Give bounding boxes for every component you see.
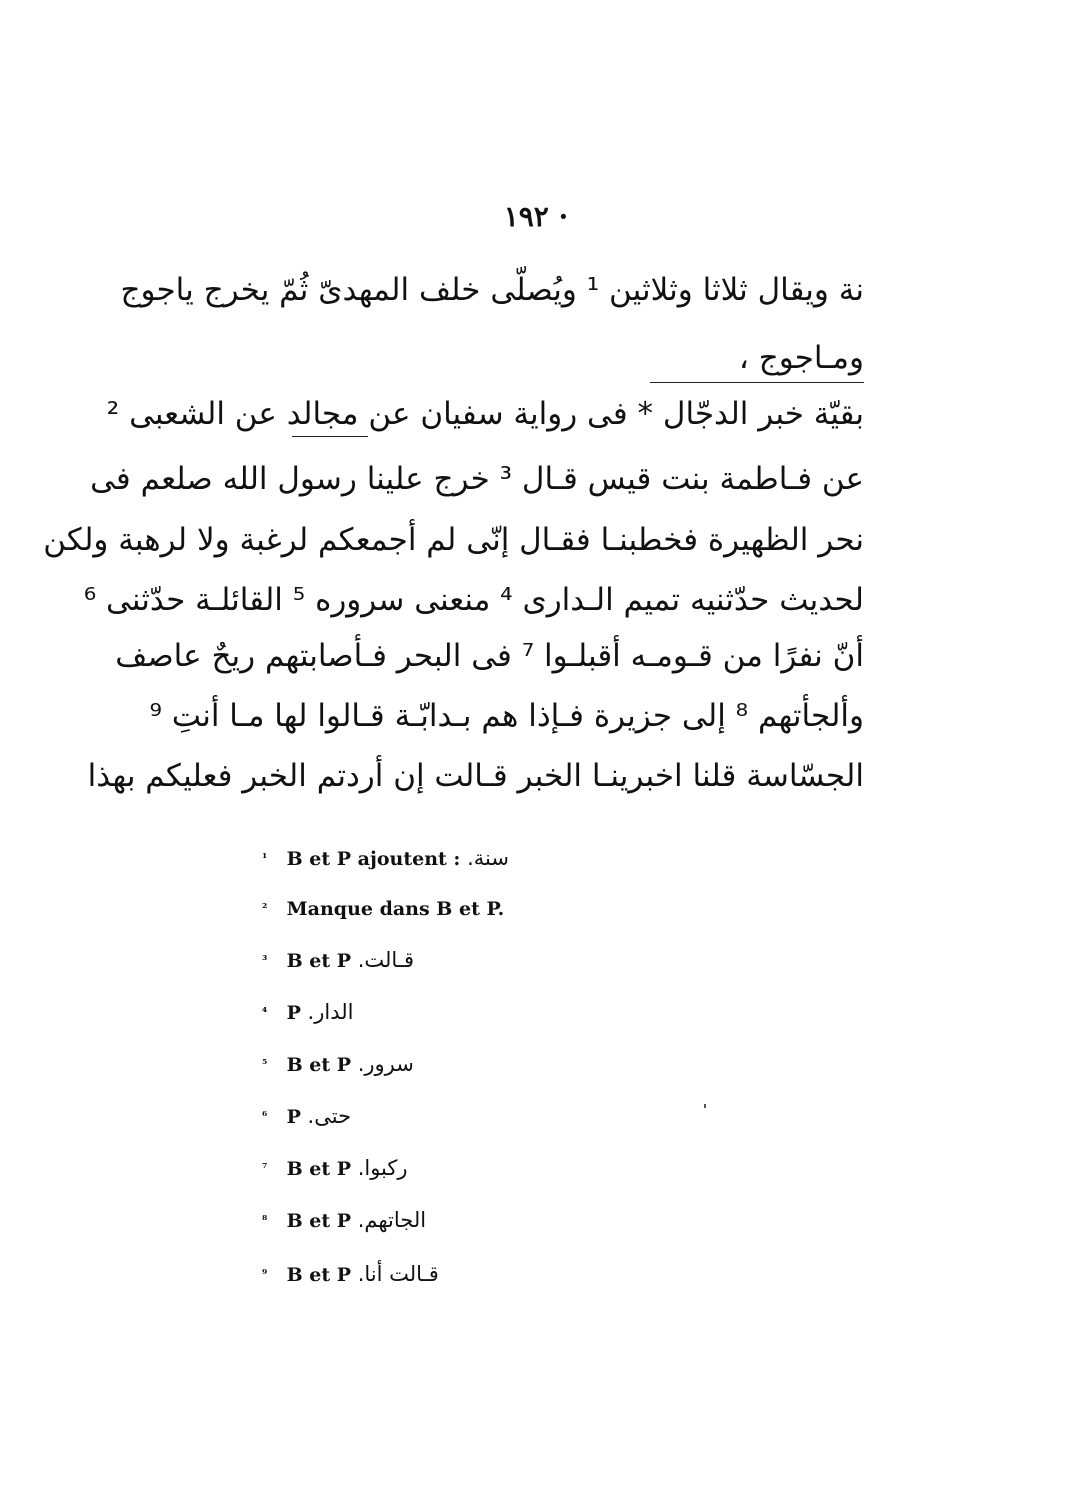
footnote-4 — [262, 1000, 353, 1024]
footnote-text: B et P — [286, 1054, 352, 1076]
footnote-text: P — [286, 1106, 301, 1128]
footnote-arabic: قـالت. — [357, 948, 414, 972]
footnote-mark: ² — [262, 901, 268, 915]
text-line-3: بقيّة خبر الدجّال * فى رواية سفيان عن مجالد عن الشعبى ² — [106, 396, 864, 432]
footnote-arabic: الدار. — [307, 1000, 354, 1024]
footnote-mark: ⁸ — [262, 1213, 268, 1227]
footnote-mark: ⁴ — [262, 1005, 268, 1019]
footnote-8 — [262, 1208, 426, 1232]
footnote-arabic: سنة. — [467, 846, 509, 870]
footnote-1 — [262, 846, 509, 870]
text-line-7: أنّ نفرًا من قـومـه أقبلـوا ⁷ فى البحر فـأصابتهم ريحٌ عاصف — [115, 638, 864, 674]
text-line-4: عن فـاطمة بنت قيس قـال ³ خرج علينا رسول الله صلعم فى — [90, 461, 864, 497]
footnote-text: Manque dans B et P. — [286, 898, 505, 920]
text-line-2: ومـاجوج ، — [738, 340, 864, 376]
page-number: · ۱۹۲ — [503, 200, 569, 233]
footnote-mark: ⁷ — [262, 1161, 268, 1175]
underline-rule-short — [292, 436, 368, 437]
footnote-arabic: قـالت أنا. — [357, 1262, 439, 1286]
footnote-mark: ⁵ — [262, 1057, 268, 1071]
text-line-9: الجسّاسة قلنا اخبرينـا الخبر قـالت إن أردتم الخبر فعليكم بهذا — [87, 758, 864, 794]
footnote-text: B et P — [286, 950, 352, 972]
text-line-6: لحديث حدّثنيه تميم الـدارى ⁴ منعنى سروره ⁵ القائلـة حدّثنى ⁶ — [83, 582, 864, 618]
footnote-9 — [262, 1262, 439, 1286]
footnote-text: B et P ajoutent : — [286, 848, 461, 870]
footnote-text: B et P — [286, 1264, 352, 1286]
text-line-5: نحر الظهيرة فخطبنـا فقـال إنّى لم أجمعكم لرغبة ولا لرهبة ولكن — [43, 522, 864, 558]
footnote-mark: ⁶ — [262, 1109, 268, 1123]
footnote-2 — [262, 898, 504, 920]
footnote-arabic: حتى. — [307, 1104, 352, 1128]
footnote-arabic: سرور. — [357, 1052, 414, 1076]
footnote-text: P — [286, 1002, 301, 1024]
footnote-mark: ⁹ — [262, 1267, 268, 1281]
text-line-8: وألجأتهم ⁸ إلى جزيرة فـإذا هم بـدابّـة قـالوا لها مـا أنتِ ⁹ — [149, 698, 864, 734]
footnote-7 — [262, 1156, 408, 1180]
footnote-6 — [262, 1104, 351, 1128]
footnote-5 — [262, 1052, 414, 1076]
footnote-mark: ¹ — [262, 851, 268, 865]
footnote-3 — [262, 948, 414, 972]
scan-speck — [704, 1104, 706, 1108]
footnote-text: B et P — [286, 1158, 352, 1180]
underline-rule — [650, 382, 864, 383]
footnote-arabic: الجاتهم. — [357, 1208, 427, 1232]
footnote-arabic: ركبوا. — [357, 1156, 408, 1180]
text-line-1: نة ويقال ثلاثا وثلاثين ¹ ويُصلّى خلف المهدىّ ثُمّ يخرج ياجوج — [120, 272, 864, 308]
footnote-text: B et P — [286, 1210, 352, 1232]
footnote-mark: ³ — [262, 953, 268, 967]
